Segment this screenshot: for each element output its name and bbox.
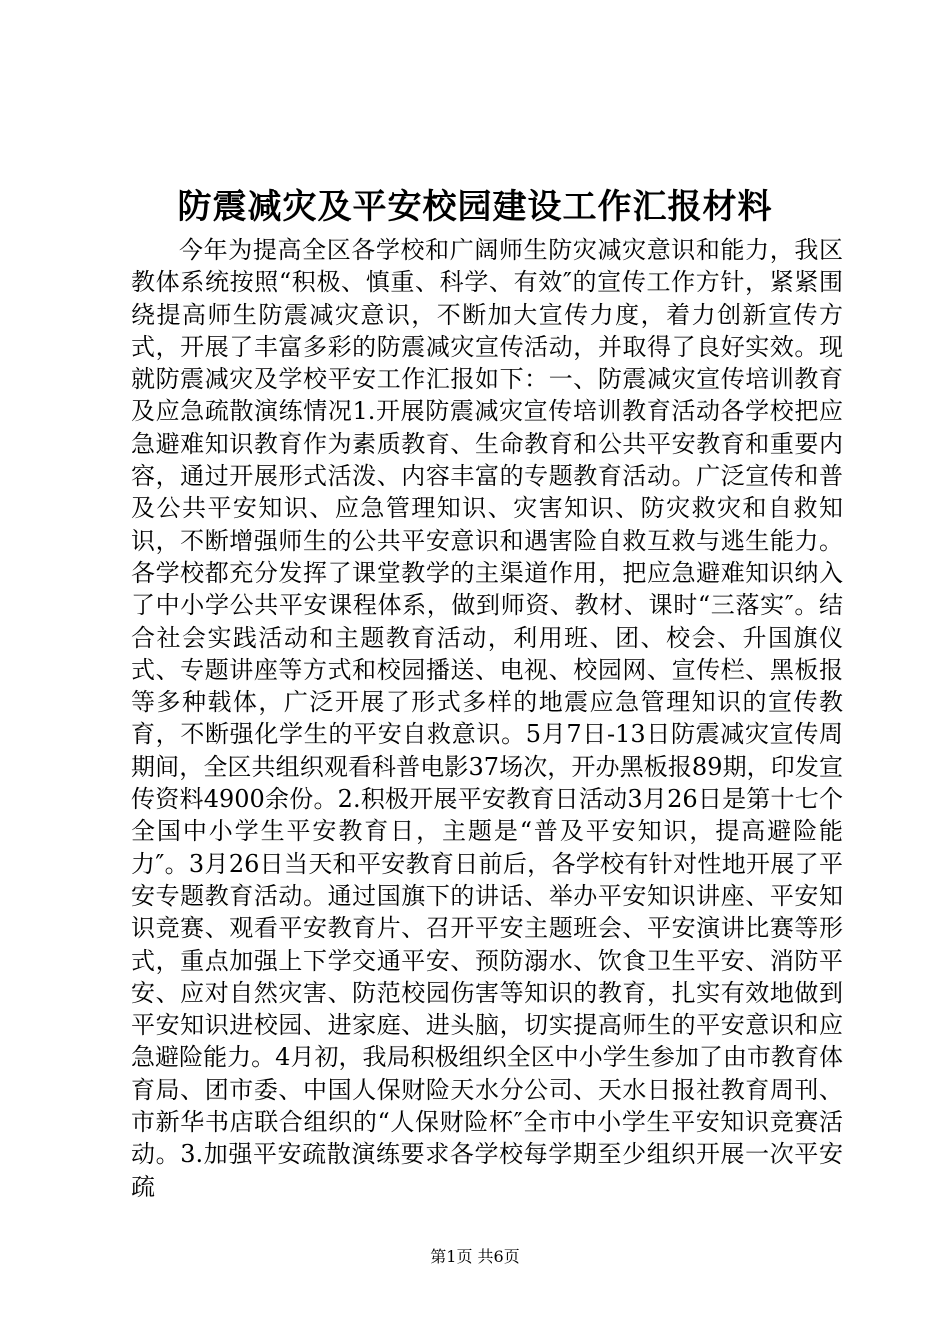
document-body-paragraph: 今年为提高全区各学校和广阔师生防灾减灾意识和能力，我区教体系统按照“积极、慎重、科学、有效″的宣传工作方针，紧紧围绕提高师生防震减灾意识，不断加大宣传力度，着力创新宣传方式，开展了丰富多彩的防震减灾宣传活动，并取得了良好实效。现就防震减灾及学校平安工作汇报如下：一、防震减灾宣传培训教育及应急疏散演练情况1.开展防震减灾宣传培训教育活动各学校把应急避难知识教育作为素质教育、生命教育和公共平安教育和重要内容，通过开展形式活泼、内容丰富的专题教育活动。广泛宣传和普及公共平安知识、应急管理知识、灾害知识、防灾救灾和自救知识，不断增强师生的公共平安意识和遇害险自救互救与逃生能力。各学校都充分发挥了课堂教学的主渠道作用，把应急避难知识纳入了中小学公共平安课程体系，做到师资、教材、课时“三落实″。结合社会实践活动和主题教育活动，利用班、团、校会、升国旗仪式、专题讲座等方式和校园播送、电视、校园网、宣传栏、黑板报等多种载体，广泛开展了形式多样的地震应急管理知识的宣传教育，不断强化学生的平安自救意识。5月7日-13日防震减灾宣传周期间，全区共组织观看科普电影37场次，开办黑板报89期，印发宣传资料4900余份。2.积极开展平安教育日活动3月26日是第十七个全国中小学生平安教育日，主题是“普及平安知识，提高避险能力″。3月26日当天和平安教育日前后，各学校有针对性地开展了平安专题教育活动。通过国旗下的讲话、举办平安知识讲座、平安知识竞赛、观看平安教育片、召开平安主题班会、平安演讲比赛等形式，重点加强上下学交通平安、预防溺水、饮食卫生平安、消防平安、应对自然灾害、防范校园伤害等知识的教育，扎实有效地做到平安知识进校园、进家庭、进头脑，切实提高师生的平安意识和应急避险能力。4月初，我局积极组织全区中小学生参加了由市教育体育局、团市委、中国人保财险天水分公司、天水日报社教育周刊、市新华书店联合组织的“人保财险杯″全市中小学生平安知识竞赛活动。3.加强平安疏散演练要求各学校每学期至少组织开展一次平安疏 [131, 236, 843, 1201]
page-number-footer: 第1页 共6页 [430, 1247, 520, 1266]
document-title: 防震减灾及平安校园建设工作汇报材料 [177, 187, 773, 227]
